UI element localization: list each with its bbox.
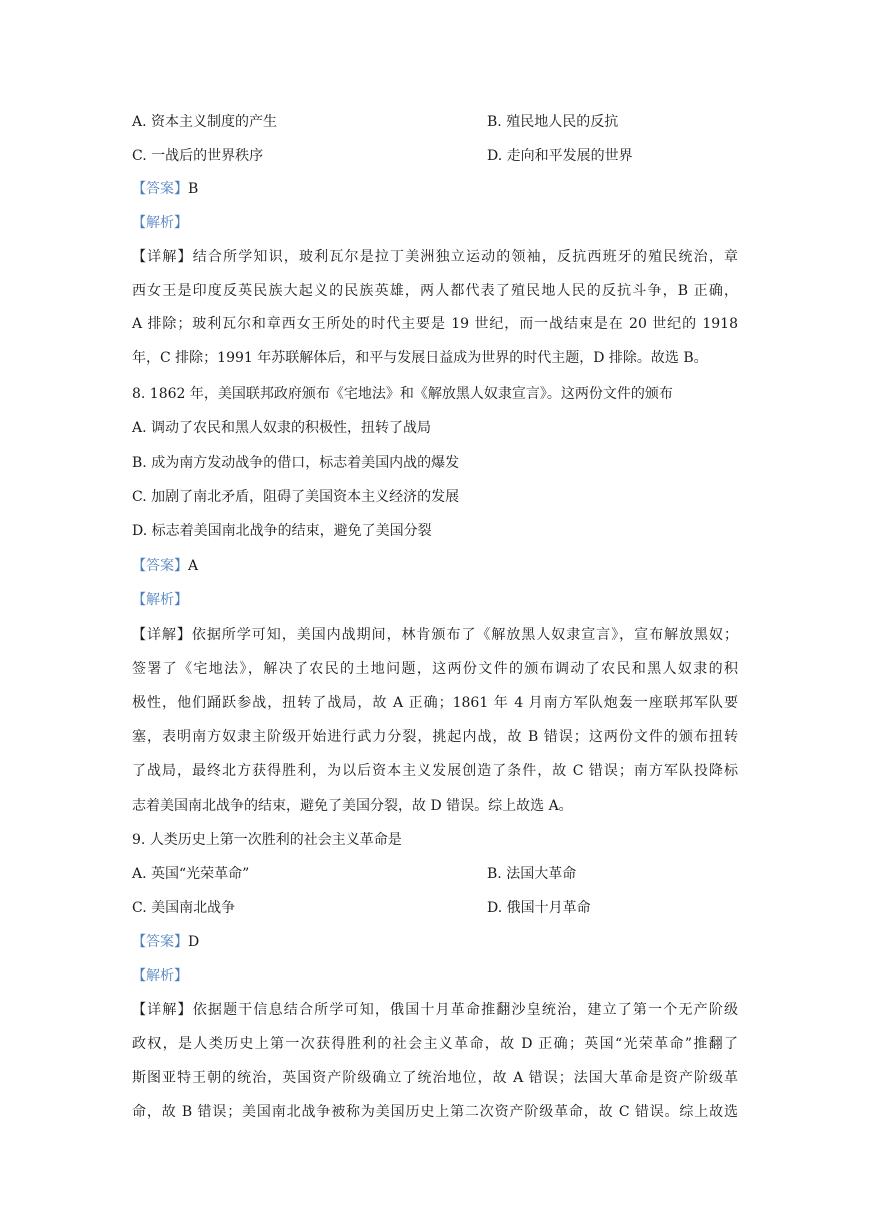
q9-stem: 9. 人类历史上第一次胜利的社会主义革命是	[132, 832, 402, 848]
q9-detail-line-4: 命，故 B 错误；美国南北战争被称为美国历史上第二次资产阶级革命，故 C 错误。综上故选	[132, 1104, 738, 1120]
q7-detail-line-4: 年，C 排除；1991 年苏联解体后，和平与发展日益成为世界的时代主题，D 排除。故选 B。	[132, 350, 708, 366]
q8-stem: 8. 1862 年，美国联邦政府颁布《宅地法》和《解放黑人奴隶宣言》。这两份文件的颁布	[132, 386, 673, 402]
q7-detail-line-3: A 排除；玻利瓦尔和章西女王所处的时代主要是 19 世纪，而一战结束是在 20 世纪的 1918	[132, 316, 738, 332]
detail-tag: 【详解】	[132, 1002, 193, 1018]
answer-tag: 【答案】	[132, 934, 188, 950]
answer-value: D	[188, 934, 200, 950]
q8-option-b: B. 成为南方发动战争的借口，标志着美国内战的爆发	[132, 455, 460, 471]
answer-value: B	[188, 181, 199, 197]
q7-detail-line-2: 西女王是印度反英民族大起义的民族英雄，两人都代表了殖民地人民的反抗斗争，B 正确，	[132, 283, 738, 299]
q8-detail-line-1	[132, 625, 738, 645]
q9-detail-line-2: 政权，是人类历史上第一次获得胜利的社会主义革命，故 D 正确；英国“光荣革命”推翻了	[132, 1036, 738, 1052]
detail-text: 依据题干信息结合所学可知，俄国十月革命推翻沙皇统治，建立了第一个无产阶级	[192, 1002, 738, 1018]
q8-detail-line-3: 极性，他们踊跃参战，扭转了战局，故 A 正确；1861 年 4 月南方军队炮轰一座联邦军队要	[132, 695, 738, 711]
q9-answer	[132, 932, 738, 952]
q7-option-b: B. 殖民地人民的反抗	[487, 114, 619, 130]
q8-detail-line-4: 塞，表明南方奴隶主阶级开始进行武力分裂，挑起内战，故 B 错误；这两份文件的颁布扭转	[132, 729, 738, 745]
q7-detail-line-1	[132, 247, 738, 267]
q9-option-d: D. 俄国十月革命	[487, 900, 591, 916]
q8-option-c: C. 加剧了南北矛盾，阻碍了美国资本主义经济的发展	[132, 489, 460, 505]
q8-detail-line-2: 签署了《宅地法》，解决了农民的土地问题，这两份文件的颁布调动了农民和黑人奴隶的积	[132, 661, 738, 677]
q8-option-a: A. 调动了农民和黑人奴隶的积极性，扭转了战局	[132, 420, 432, 436]
answer-value: A	[188, 558, 199, 574]
detail-tag: 【详解】	[132, 627, 192, 643]
q7-analysis-tag: 【解析】	[132, 215, 188, 231]
q8-detail-line-6: 志着美国南北战争的结束，避免了美国分裂，故 D 错误。综上故选 A。	[132, 798, 573, 814]
answer-tag: 【答案】	[132, 181, 188, 197]
detail-tag: 【详解】	[132, 249, 193, 265]
q9-option-a: A. 英国“光荣革命”	[132, 866, 250, 882]
q9-detail-line-3: 斯图亚特王朝的统治，英国资产阶级确立了统治地位，故 A 错误；法国大革命是资产阶级革	[132, 1070, 738, 1086]
q8-detail-line-5: 了战局，最终北方获得胜利，为以后资本主义发展创造了条件，故 C 错误；南方军队投降标	[132, 763, 738, 779]
q7-option-c: C. 一战后的世界秩序	[132, 148, 264, 164]
q8-analysis-tag: 【解析】	[132, 592, 188, 608]
q7-option-a: A. 资本主义制度的产生	[132, 114, 278, 130]
answer-tag: 【答案】	[132, 558, 188, 574]
q9-analysis-tag: 【解析】	[132, 968, 188, 984]
detail-text: 依据所学可知，美国内战期间，林肯颁布了《解放黑人奴隶宣言》，宣布解放黑奴；	[191, 627, 739, 643]
q9-option-b: B. 法国大革命	[487, 866, 577, 882]
q7-option-d: D. 走向和平发展的世界	[487, 148, 633, 164]
q9-option-c: C. 美国南北战争	[132, 900, 236, 916]
q8-answer	[132, 556, 738, 576]
q9-detail-line-1	[132, 1000, 738, 1020]
q8-option-d: D. 标志着美国南北战争的结束，避免了美国分裂	[132, 523, 432, 539]
q7-answer	[132, 179, 738, 199]
detail-text: 结合所学知识，玻利瓦尔是拉丁美洲独立运动的领袖，反抗西班牙的殖民统治，章	[192, 249, 738, 265]
